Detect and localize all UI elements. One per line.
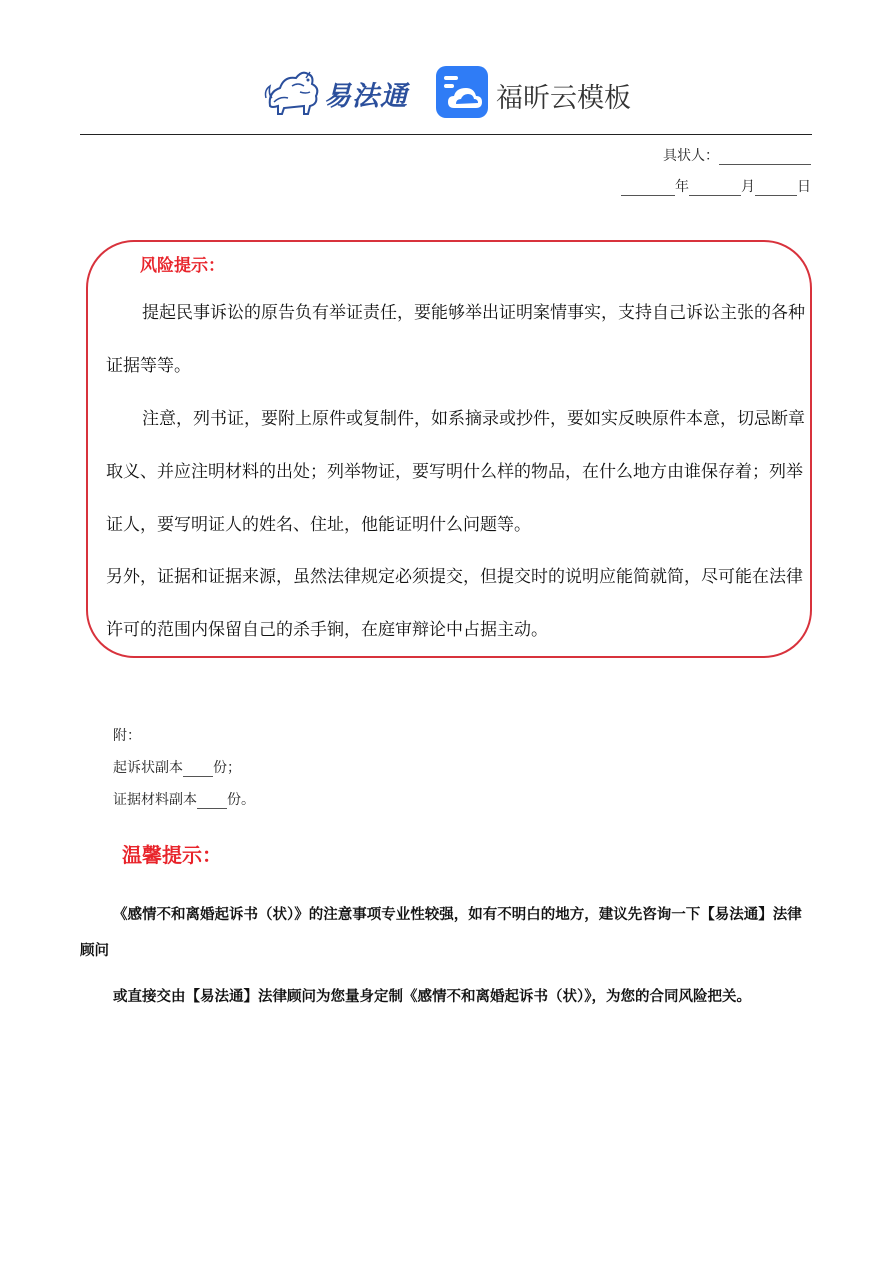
risk-title: 风险提示： bbox=[140, 256, 225, 276]
attachment-item-text: 起诉状副本 bbox=[113, 760, 183, 776]
left-brand-text: 易法通 bbox=[324, 81, 408, 112]
day-label: 日 bbox=[797, 179, 811, 195]
attachment-item-evidence bbox=[113, 789, 255, 809]
day-blank[interactable] bbox=[755, 181, 797, 196]
warm-tip-line-1: 《感情不和离婚起诉书（状）》的注意事项专业性较强，如有不明白的地方，建议先咨询一下【易法通】法律顾问 bbox=[80, 906, 802, 959]
year-blank[interactable] bbox=[621, 181, 675, 196]
date-line bbox=[621, 176, 811, 196]
warm-tip-title: 温馨提示： bbox=[122, 843, 222, 867]
attachment-item-text: 证据材料副本 bbox=[113, 792, 197, 808]
header-divider bbox=[80, 134, 812, 135]
copies-blank[interactable] bbox=[197, 794, 227, 809]
qilin-logo-icon bbox=[262, 62, 324, 118]
risk-paragraph-1: 提起民事诉讼的原告负有举证责任，要能够举出证明案情事实，支持自己诉讼主张的各种证据等等。 bbox=[106, 303, 805, 376]
month-blank[interactable] bbox=[689, 181, 741, 196]
risk-paragraph-3: 另外，证据和证据来源，虽然法律规定必须提交，但提交时的说明应能简就简，尽可能在法律许可的范围内保留自己的杀手锏，在庭审辩论中占据主动。 bbox=[106, 567, 803, 640]
cloud-doc-icon bbox=[436, 66, 488, 118]
right-brand-text: 福昕云模板 bbox=[496, 83, 631, 114]
warm-tip-line-2: 或直接交由【易法通】法律顾问为您量身定制《感情不和离婚起诉书（状）》，为您的合同风险把关。 bbox=[113, 988, 751, 1005]
attachment-item-suffix: 份； bbox=[213, 760, 241, 776]
attachment-item-complaint bbox=[113, 757, 241, 777]
signer-label: 具状人： bbox=[663, 148, 719, 164]
copies-blank[interactable] bbox=[183, 762, 213, 777]
attachments-label: 附： bbox=[113, 728, 141, 744]
year-label: 年 bbox=[675, 179, 689, 195]
risk-paragraph-2: 注意，列书证，要附上原件或复制件，如系摘录或抄件，要如实反映原件本意，切忌断章取义、并应注明材料的出处；列举物证，要写明什么样的物品，在什么地方由谁保存着；列举证人，要写明证人的姓名、住址，他能证明什么问题等。 bbox=[106, 409, 805, 535]
attachment-item-suffix: 份。 bbox=[227, 792, 255, 808]
yifatong-logo bbox=[262, 62, 412, 118]
month-label: 月 bbox=[741, 179, 755, 195]
page-header bbox=[0, 58, 893, 128]
signer-blank[interactable] bbox=[719, 150, 811, 165]
signer-line bbox=[663, 145, 811, 165]
